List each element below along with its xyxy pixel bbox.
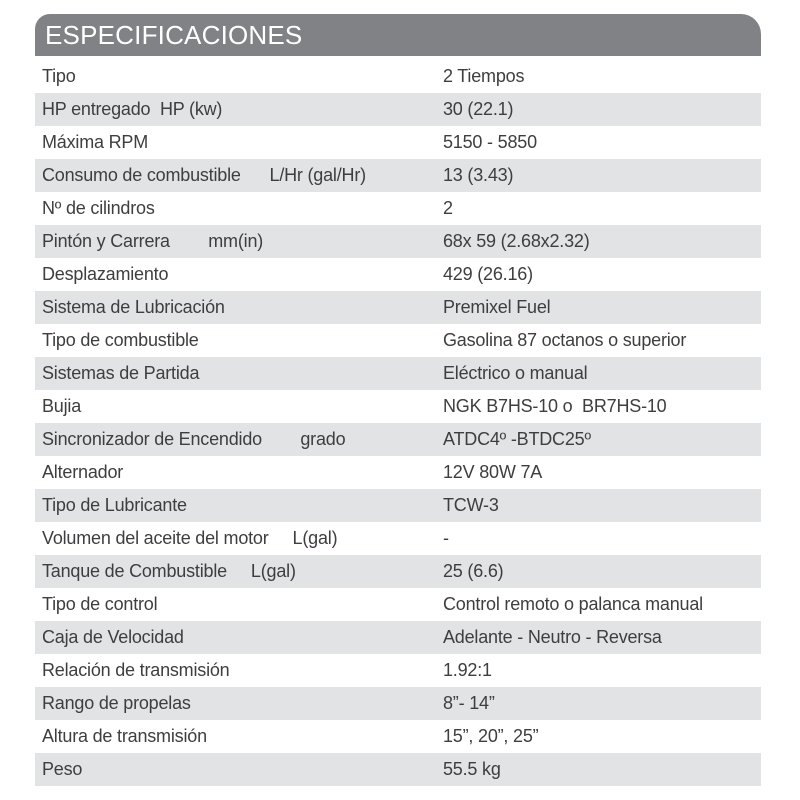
table-row [35,357,761,390]
spec-label: Peso [42,759,83,779]
spec-value: Premixel Fuel [443,297,551,317]
table-row [35,93,761,126]
table-row [35,687,761,720]
table-row [35,489,761,522]
table-row [35,291,761,324]
spec-label: Desplazamiento [42,264,169,284]
spec-value: 429 (26.16) [443,264,533,284]
spec-label: Nº de cilindros [42,198,155,218]
spec-value: TCW-3 [443,495,499,515]
table-row [35,192,761,225]
spec-value: Control remoto o palanca manual [443,594,703,614]
spec-label: Alternador [42,462,124,482]
spec-value: 30 (22.1) [443,99,514,119]
spec-label: Tipo [42,66,76,86]
spec-label: Altura de transmisión [42,726,207,746]
spec-value: 12V 80W 7A [443,462,543,482]
spec-label: Relación de transmisión [42,660,230,680]
table-row [35,423,761,456]
table-row [35,753,761,786]
spec-label: HP entregado HP (kw) [42,99,223,119]
spec-value: - [443,528,449,548]
table-row [35,555,761,588]
section-title: ESPECIFICACIONES [45,19,303,50]
spec-label: Pintón y Carrera mm(in) [42,231,264,251]
spec-value: 2 Tiempos [443,66,525,86]
spec-value: 2 [443,198,453,218]
table-row [35,588,761,621]
spec-value: 55.5 kg [443,759,501,779]
spec-value: NGK B7HS-10 o BR7HS-10 [443,396,667,416]
table-row [35,258,761,291]
spec-value: 68x 59 (2.68x2.32) [443,231,590,251]
spec-label: Sistemas de Partida [42,363,200,383]
spec-label: Tipo de combustible [42,330,199,350]
table-row [35,654,761,687]
spec-value: 13 (3.43) [443,165,514,185]
spec-value: ATDC4º -BTDC25º [443,429,591,449]
table-row [35,126,761,159]
spec-value: 1.92:1 [443,660,492,680]
spec-value: 25 (6.6) [443,561,504,581]
spec-label: Bujia [42,396,82,416]
table-row [35,390,761,423]
spec-value: Adelante - Neutro - Reversa [443,627,662,647]
spec-label: Tipo de control [42,594,158,614]
spec-label: Máxima RPM [42,132,149,152]
section-header-bar [35,14,761,56]
spec-label: Consumo de combustible L/Hr (gal/Hr) [42,165,366,185]
spec-label: Sistema de Lubricación [42,297,225,317]
spec-label: Caja de Velocidad [42,627,184,647]
table-row [35,720,761,753]
spec-label: Rango de propelas [42,693,191,713]
spec-value: Eléctrico o manual [443,363,588,383]
table-row [35,522,761,555]
spec-value: 5150 - 5850 [443,132,537,152]
spec-value: Gasolina 87 octanos o superior [443,330,687,350]
spec-label: Volumen del aceite del motor L(gal) [42,528,338,548]
spec-label: Tanque de Combustible L(gal) [42,561,296,581]
spec-label: Sincronizador de Encendido grado [42,429,346,449]
spec-table [35,60,761,786]
table-row [35,159,761,192]
spec-value: 15”, 20”, 25” [443,726,539,746]
table-row [35,621,761,654]
table-row [35,324,761,357]
table-row [35,60,761,93]
table-row [35,456,761,489]
spec-label: Tipo de Lubricante [42,495,187,515]
table-row [35,225,761,258]
spec-value: 8”- 14” [443,693,495,713]
